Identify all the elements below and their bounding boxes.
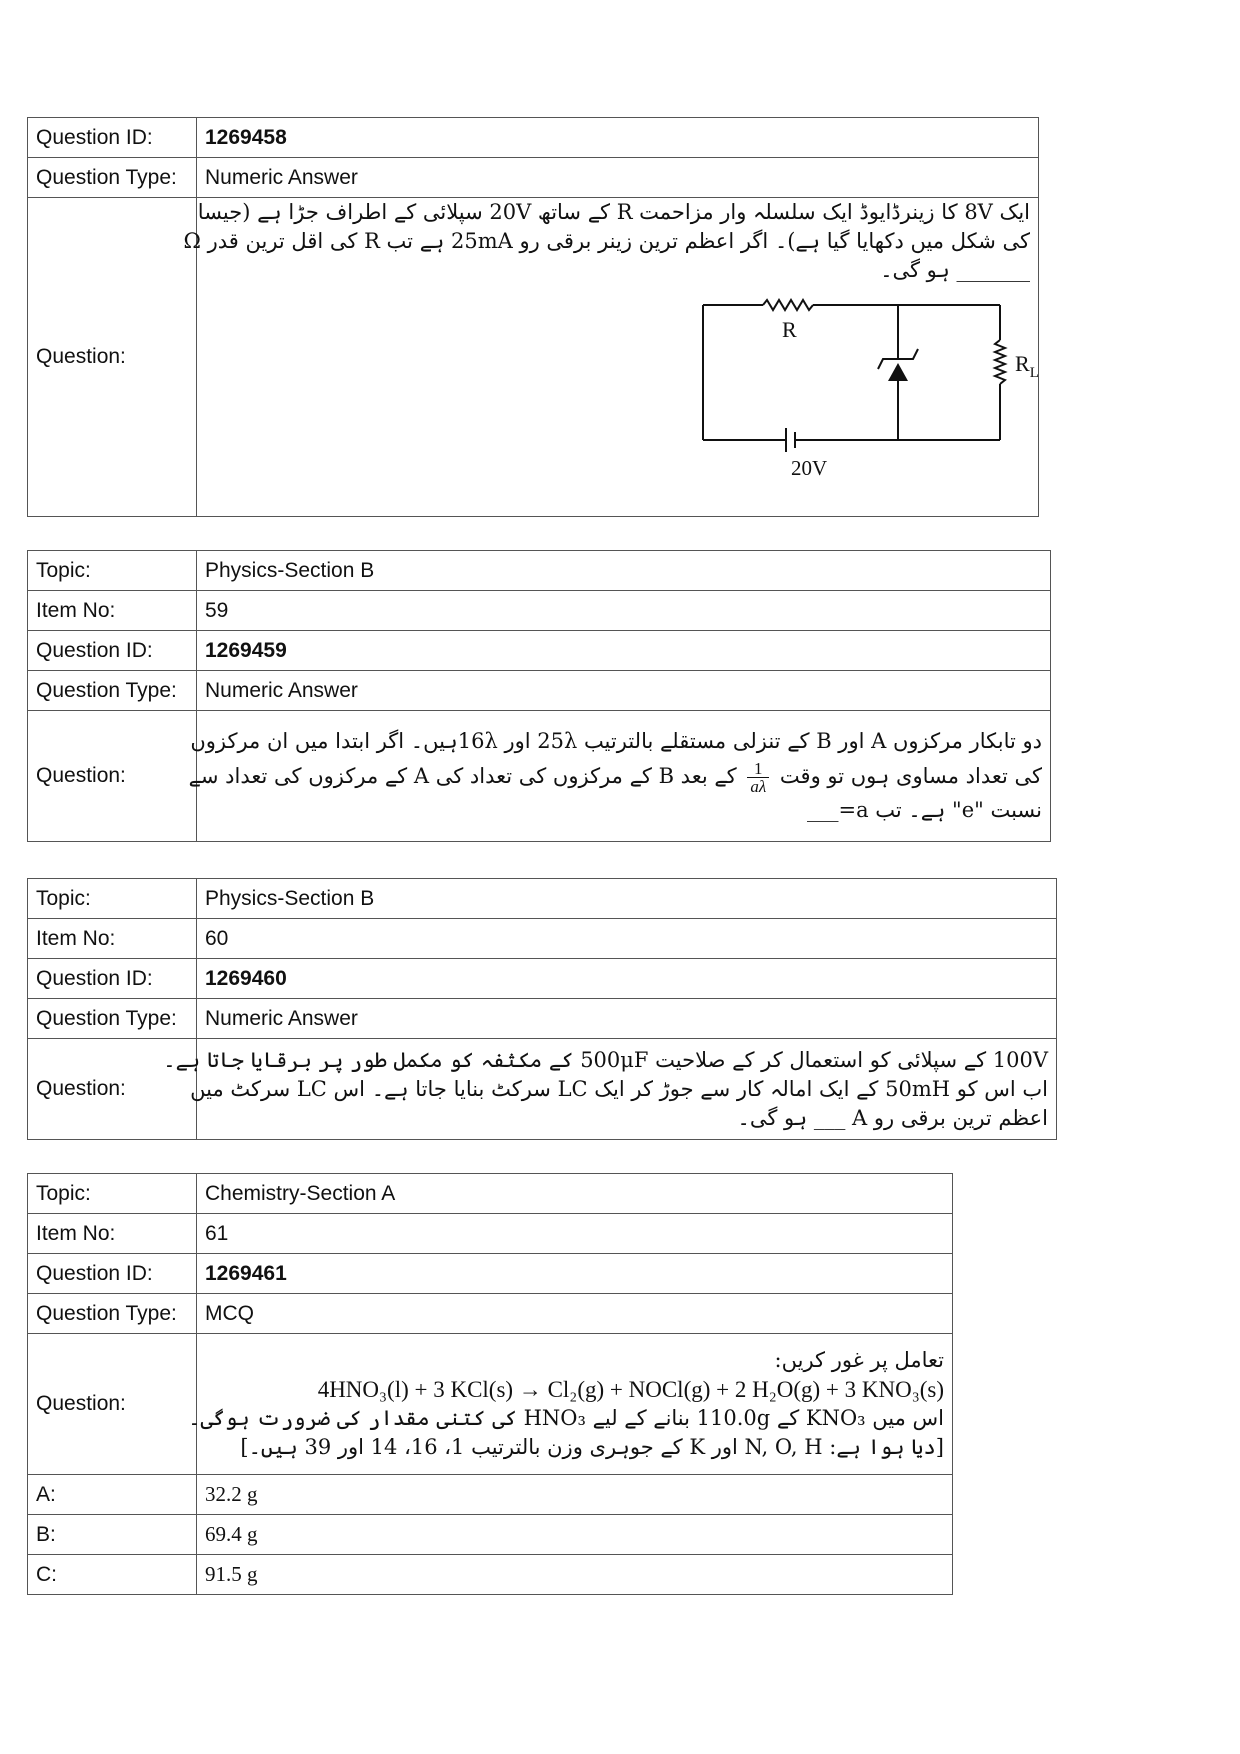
option-c-label: C:	[28, 1555, 197, 1595]
question-id-label: Question ID:	[28, 631, 197, 671]
question-line: ایک 8V کا زینرڈایوڈ ایک سلسلہ وار مزاحمت R کے ساتھ 20V سپلائی کے اطراف جڑا ہے (جیسا	[197, 200, 1030, 224]
question-label: Question:	[28, 711, 197, 842]
question-id-value: 1269460	[197, 959, 1057, 999]
option-c-value: 91.5 g	[197, 1555, 953, 1595]
question-label: Question:	[28, 1334, 197, 1475]
option-a-value: 32.2 g	[197, 1475, 953, 1515]
topic-label: Topic:	[28, 551, 197, 591]
option-b-value: 69.4 g	[197, 1515, 953, 1555]
question-label: Question:	[28, 1039, 197, 1140]
question-body	[183, 198, 1039, 517]
topic-value: Chemistry-Section A	[197, 1174, 953, 1214]
resistor-rl-symbol	[995, 340, 1005, 384]
question-table-1269459	[27, 550, 1051, 842]
question-id-value: 1269461	[197, 1254, 953, 1294]
item-no-label: Item No:	[28, 1214, 197, 1254]
question-body	[188, 711, 1051, 842]
question-line: اعظم ترین برقی رو A ___ ہو گی۔	[737, 1105, 1048, 1130]
question-table-1269458	[27, 117, 1039, 517]
question-id-label: Question ID:	[28, 959, 197, 999]
question-line: نسبت "e" ہے۔ تب a=___	[806, 798, 1042, 822]
question-body	[163, 1039, 1057, 1140]
option-b-label: B:	[28, 1515, 197, 1555]
topic-label: Topic:	[28, 879, 197, 919]
question-type-value: Numeric Answer	[197, 158, 1039, 198]
question-line: [دیا ہوا ہے: N, O, H اور K کے جوہری وزن بالترتیب 1، 16، 14 اور 39 ہیں۔]	[240, 1435, 944, 1459]
question-type-value: MCQ	[197, 1294, 953, 1334]
question-table-1269461	[27, 1173, 953, 1595]
question-line: کی تعداد مساوی ہوں تو وقت $\frac{1}{a\lambda}$ کے بعد B کے مرکزوں کی تعداد کی A کے مرکزوں کی تعداد سے	[188, 759, 1042, 796]
zener-diode-symbol	[888, 363, 908, 381]
question-line: دو تابکار مرکزوں A اور B کے تنزلی مستقلے بالترتیب 25λ اور 16λہیں۔ اگر ابتدا میں ان مرکزوں	[190, 729, 1042, 753]
load-resistor-label: $R_L$	[1015, 351, 1039, 381]
question-table-1269460	[27, 878, 1057, 1140]
option-a-label: A:	[28, 1475, 197, 1515]
item-no-value: 61	[197, 1214, 953, 1254]
question-line: اس میں KNO₃ کے 110.0g بنانے کے لیے HNO₃ کی کتنی مقدار کی ضرورت ہوگی۔	[188, 1406, 944, 1430]
topic-value: Physics-Section B	[197, 551, 1051, 591]
question-line: 100V کے سپلائی کو استعمال کر کے صلاحیت 500μF کے مکثفہ کو مکمل طور پر برقایا جاتا ہے۔	[163, 1047, 1048, 1072]
question-id-label: Question ID:	[28, 1254, 197, 1294]
question-line: _______ ہو گی۔	[880, 258, 1030, 282]
fraction-one-over-a-lambda: $\frac{1}{a\lambda}$	[747, 760, 769, 795]
zener-circuit-diagram	[633, 285, 1053, 495]
question-intro: تعامل پر غور کریں:	[774, 1348, 944, 1372]
question-line: کی شکل میں دکھایا گیا ہے)۔ اگر اعظم ترین زینر برقی رو 25mA ہے تب R کی اقل ترین قدر Ω	[183, 229, 1030, 253]
item-no-value: 59	[197, 591, 1051, 631]
question-type-value: Numeric Answer	[197, 999, 1057, 1039]
battery-label: 20V	[791, 456, 828, 480]
resistor-label: R	[782, 317, 797, 342]
question-type-label: Question Type:	[28, 671, 197, 711]
question-line: اب اس کو 50mH کے ایک امالہ کار سے جوڑ کر ایک LC سرکٹ بنایا جاتا ہے۔ اس LC سرکٹ میں	[190, 1076, 1048, 1101]
item-no-value: 60	[197, 919, 1057, 959]
resistor-r-symbol	[763, 300, 813, 310]
topic-label: Topic:	[28, 1174, 197, 1214]
question-type-value: Numeric Answer	[197, 671, 1051, 711]
question-id-label: Question ID:	[28, 118, 197, 158]
question-type-label: Question Type:	[28, 1294, 197, 1334]
item-no-label: Item No:	[28, 919, 197, 959]
chemical-equation: 4HNO₃(l) + 3 KCl(s) → Cl₂(g) + NOCl(g) + 2 H₂O(g) + 3 KNO₃(s)	[317, 1377, 944, 1402]
item-no-label: Item No:	[28, 591, 197, 631]
topic-value: Physics-Section B	[197, 879, 1057, 919]
question-id-value: 1269459	[197, 631, 1051, 671]
question-type-label: Question Type:	[28, 158, 197, 198]
question-id-value: 1269458	[197, 118, 1039, 158]
question-body	[188, 1334, 953, 1475]
question-label: Question:	[28, 198, 197, 517]
question-type-label: Question Type:	[28, 999, 197, 1039]
